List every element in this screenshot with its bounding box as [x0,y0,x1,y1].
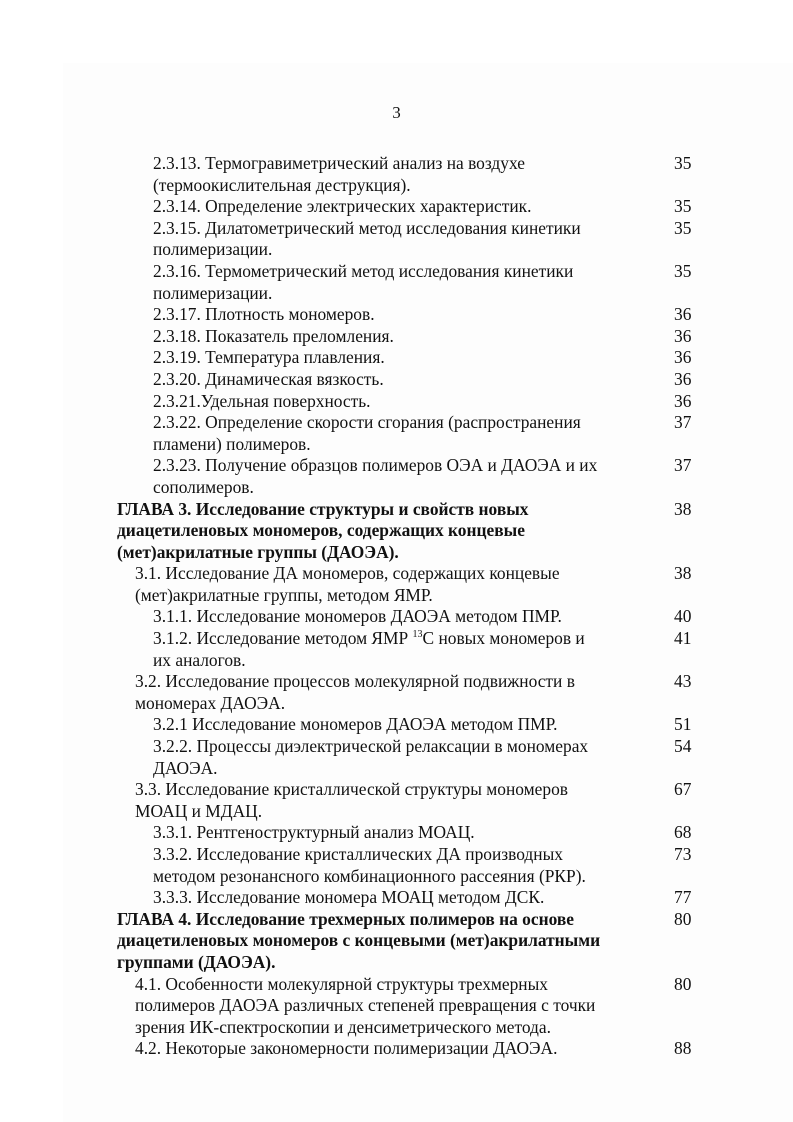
toc-entry-title: сополимеров. [153,476,254,497]
toc-entry-title: 3.3.2. Исследование кристаллических ДА производных [153,844,563,864]
toc-entry-title: 2.3.18. Показатель преломления. [153,325,394,346]
toc-entry-title: ДАОЭА. [153,757,218,778]
toc-entry-2-3-23 [0,455,793,498]
toc-entry-page: 88 [674,1038,692,1059]
toc-entry-page: 38 [674,498,692,519]
toc-entry-page: 36 [674,304,692,325]
toc-entry-page: 36 [674,390,692,411]
toc-entry-title: (термоокислительная деструкция). [153,174,411,195]
toc-entry-page: 35 [674,196,692,217]
toc-entry-2-3-21 [0,391,793,413]
toc-entry-2-3-22 [0,412,793,455]
toc-entry-title: 3.1.1. Исследование мономеров ДАОЭА методом ПМР. [153,606,562,627]
toc-entry-title: 2.3.15. Дилатометрический метод исследования кинетики [153,217,581,238]
toc-entry-title-part: С новых мономеров и [422,628,585,649]
toc-entry-title: 2.3.13. Термогравиметрический анализ на воздухе [153,153,525,173]
toc-entry-2-3-16 [0,261,793,304]
toc-entry-title: (мет)акрилатные группы, методом ЯМР. [135,584,433,605]
toc-entry-title: 3.2. Исследование процессов молекулярной подвижности в [135,671,575,692]
toc-entry-page: 38 [674,563,692,584]
toc-entry-page: 67 [674,779,692,800]
toc-entry-page: 68 [674,822,692,843]
toc-entry-page: 35 [674,260,692,281]
toc-entry-title: полимеров ДАОЭА различных степеней превращения с точки [135,995,596,1016]
toc-entry-3-2 [0,671,793,714]
toc-entry-title: диацетиленовых мономеров с концевыми (мет)акрилатными [117,930,601,951]
toc-entry-title: (мет)акрилатные группы (ДАОЭА). [117,541,399,562]
page-number: 3 [392,103,401,122]
toc-entry-title [153,628,653,650]
toc-entry-title: 2.3.19. Температура плавления. [153,347,385,368]
toc-entry-page: 77 [674,887,692,908]
toc-entry-page: 36 [674,325,692,346]
toc-entry-title: полимеризации. [153,239,273,260]
toc-entry-3-1-2 [0,628,793,671]
toc-chapter-4 [0,909,793,974]
toc-entry-2-3-13 [0,153,793,196]
toc-entry-page: 80 [674,908,692,929]
toc-entry-page: 36 [674,347,692,368]
toc-entry-page: 35 [674,153,692,173]
toc-entry-page: 80 [674,973,692,994]
toc-entry-3-2-2 [0,736,793,779]
toc-entry-title: 2.3.20. Динамическая вязкость. [153,368,384,389]
toc-entry-page: 37 [674,412,692,433]
toc-entry-title: МОАЦ и МДАЦ. [135,800,263,821]
toc-entry-title: 2.3.14. Определение электрических характеристик. [153,196,532,217]
toc-entry-title: их аналогов. [153,649,246,670]
toc-entry-page: 51 [674,714,692,735]
toc-entry-title-part: 3.1.2. Исследование методом ЯМР [153,628,413,649]
toc-entry-3-1-1 [0,606,793,628]
toc-entry-3-3 [0,779,793,822]
toc-entry-title: 3.3.3. Исследование мономера МОАЦ методом ДСК. [153,887,545,908]
toc-entry-title: 4.2. Некоторые закономерности полимеризации ДАОЭА. [135,1038,558,1059]
toc-entry-title: 2.3.16. Термометрический метод исследования кинетики [153,260,574,281]
toc-entry-3-2-1 [0,714,793,736]
toc-entry-title: мономерах ДАОЭА. [135,692,286,713]
toc-entry-2-3-17 [0,304,793,326]
toc-entry-title: диацетиленовых мономеров, содержащих концевые [117,520,525,541]
toc-entry-page: 73 [674,844,692,864]
toc-entry-title: полимеризации. [153,282,273,303]
toc-entry-title: группами (ДАОЭА). [117,951,276,972]
toc-entry-3-3-1 [0,822,793,844]
toc-entry-title: 3.3.1. Рентгеноструктурный анализ МОАЦ. [153,822,475,843]
toc-entry-3-1 [0,563,793,606]
toc-entry-title: 2.3.22. Определение скорости сгорания (распространения [153,412,581,433]
toc-entry-title: методом резонансного комбинационного рассеяния (РКР). [153,865,586,886]
toc-entry-page: 37 [674,455,692,476]
toc-entry-title: 3.2.2. Процессы диэлектрической релаксации в мономерах [153,736,589,757]
toc-entry-2-3-15 [0,218,793,261]
toc-entry-page: 43 [674,671,692,692]
toc-entry-3-3-2 [0,844,793,887]
toc-entry-page: 40 [674,606,692,627]
toc-entry-4-2 [0,1038,793,1060]
toc-entry-page: 54 [674,736,692,757]
superscript: 13 [412,629,423,641]
toc-entry-title: 2.3.23. Получение образцов полимеров ОЭА и ДАОЭА и их [153,455,598,476]
toc-entry-page: 41 [674,628,692,649]
toc-entry-title: 2.3.17. Плотность мономеров. [153,304,375,325]
toc-entry-3-3-3 [0,887,793,909]
toc-entry-title: ГЛАВА 3. Исследование структуры и свойств новых [117,498,529,519]
toc-entry-2-3-19 [0,347,793,369]
toc-entry-title: ГЛАВА 4. Исследование трехмерных полимеров на основе [117,908,574,929]
toc-entry-4-1 [0,974,793,1039]
toc-entry-title: 2.3.21.Удельная поверхность. [153,390,371,411]
toc-entry-title: 3.3. Исследование кристаллической структуры мономеров [135,779,568,800]
toc-entry-title: 3.2.1 Исследование мономеров ДАОЭА методом ПМР. [153,714,558,735]
table-of-contents [0,153,793,1060]
toc-entry-title: 3.1. Исследование ДА мономеров, содержащих концевые [135,563,560,584]
toc-entry-title: 4.1. Особенности молекулярной структуры трехмерных [135,973,548,994]
toc-entry-title: зрения ИК-спектроскопии и денсиметрического метода. [135,1016,551,1037]
toc-entry-title: пламени) полимеров. [153,433,311,454]
toc-entry-page: 36 [674,368,692,389]
toc-entry-page: 35 [674,217,692,238]
toc-entry-2-3-20 [0,369,793,391]
toc-entry-2-3-18 [0,326,793,348]
toc-chapter-3 [0,499,793,564]
toc-entry-2-3-14 [0,196,793,218]
